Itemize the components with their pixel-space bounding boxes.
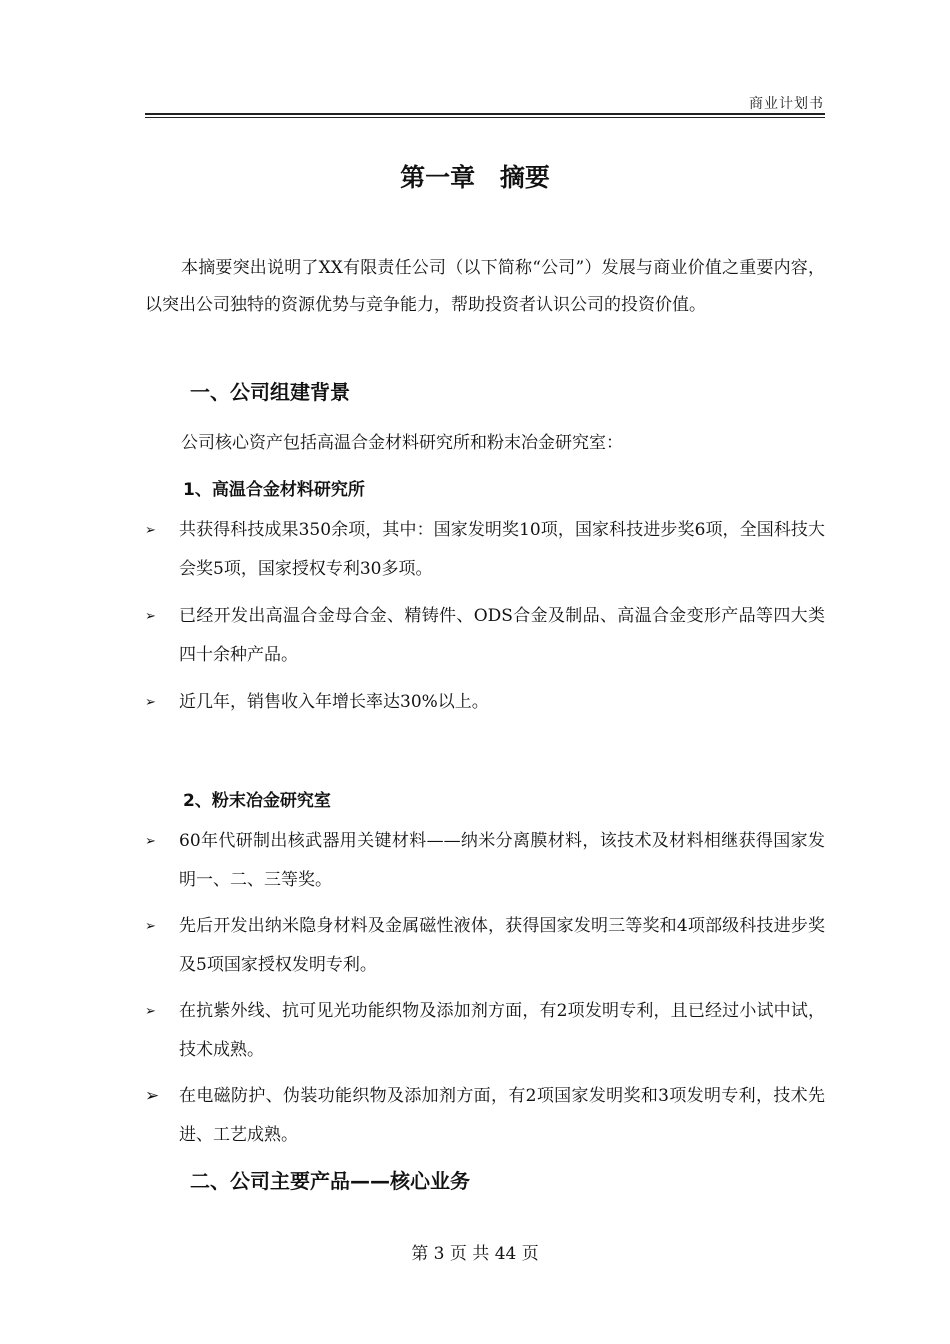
arrow-bullet-icon: ➢ [145,834,156,849]
list-item [145,822,825,900]
arrow-bullet-icon: ➢ [145,523,156,538]
header-rule-thick [145,113,825,115]
list-item [145,1077,825,1155]
list-item [145,907,825,985]
arrow-bullet-icon: ➢ [145,919,156,934]
list-item [145,511,825,589]
running-header: 商业计划书 [749,96,824,112]
section1-lead: 公司核心资产包括高温合金材料研究所和粉末冶金研究室： [181,433,623,453]
intro-paragraph: 本摘要突出说明了XX有限责任公司（以下简称“公司”）发展与商业价值之重要内容，以突出公司独特的资源优势与竞争能力，帮助投资者认识公司的投资价值。 [145,258,825,315]
subsection1-heading: 1、高温合金材料研究所 [183,480,365,500]
list-item [145,683,825,722]
list-item-text: 在电磁防护、伪装功能织物及添加剂方面，有2项国家发明奖和3项发明专利，技术先进、工艺成熟。 [179,1086,825,1145]
header-rule-thin [145,117,825,118]
list-item-text: 共获得科技成果350余项，其中：国家发明奖10项，国家科技进步奖6项，全国科技大会奖5项，国家授权专利30多项。 [179,520,825,579]
arrow-bullet-icon: ➢ [145,609,156,624]
chapter-name: 摘要 [499,163,550,192]
list-item [145,597,825,675]
list-item-text: 近几年，销售收入年增长率达30%以上。 [179,692,489,712]
arrow-bullet-icon: ➢ [145,1086,160,1106]
subsection2-heading: 2、粉末冶金研究室 [183,791,331,811]
section1-heading: 一、公司组建背景 [190,380,350,404]
chapter-number: 第一章 [400,163,476,192]
list-item-text: 60年代研制出核武器用关键材料——纳米分离膜材料，该技术及材料相继获得国家发明一、二、三等奖。 [179,831,825,890]
arrow-bullet-icon: ➢ [145,1004,156,1019]
list-item [145,992,825,1070]
section2-heading: 二、公司主要产品——核心业务 [190,1169,470,1193]
list-item-text: 在抗紫外线、抗可见光功能织物及添加剂方面，有2项发明专利，且已经过小试中试，技术成熟。 [179,1001,825,1060]
list-item-text: 先后开发出纳米隐身材料及金属磁性液体，获得国家发明三等奖和4项部级科技进步奖及5项国家授权发明专利。 [179,916,825,975]
arrow-bullet-icon: ➢ [145,695,156,710]
page-footer: 第 3 页 共 44 页 [411,1244,539,1264]
list-item-text: 已经开发出高温合金母合金、精铸件、ODS合金及制品、高温合金变形产品等四大类四十余种产品。 [179,606,825,665]
chapter-title [0,158,950,194]
